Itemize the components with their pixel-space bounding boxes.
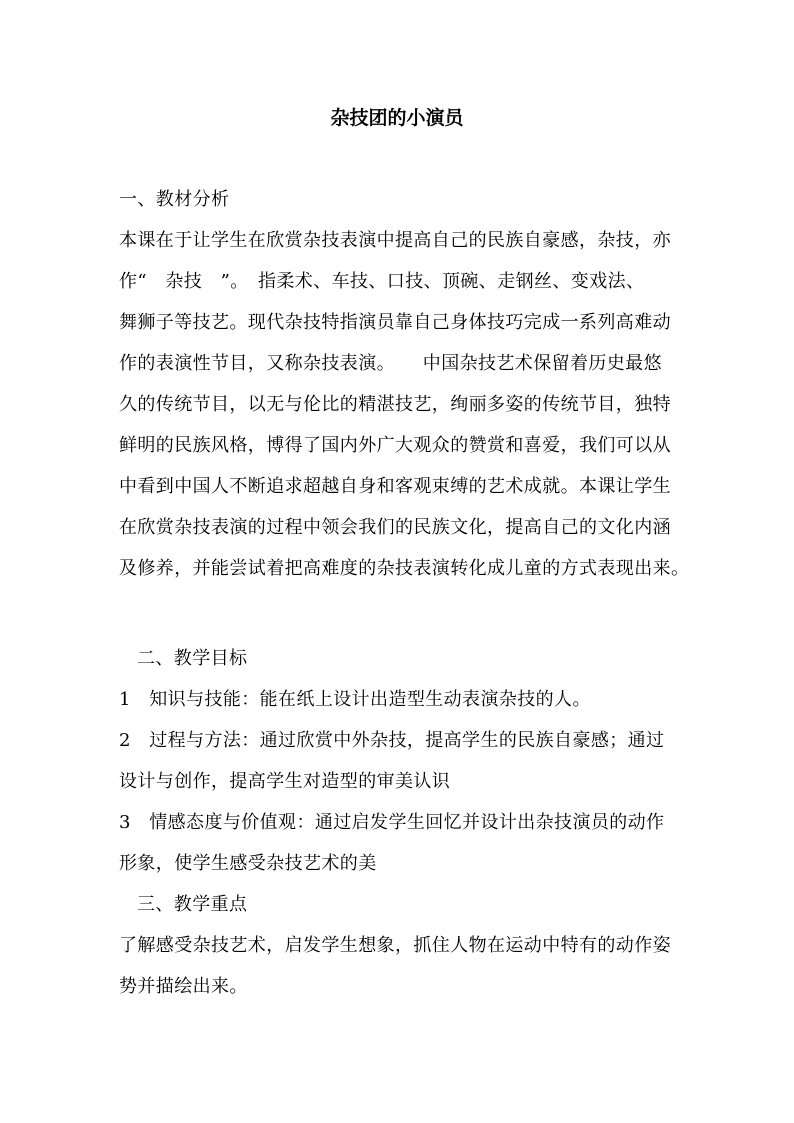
paragraph-line: 舞狮子等技艺。现代杂技特指演员靠自己身体技巧完成一系列高难动 <box>119 312 671 333</box>
document-title: 杂技团的小演员 <box>330 107 464 129</box>
section-heading-objectives: 二、教学目标 <box>137 648 248 669</box>
paragraph-line: 作的表演性节目，又称杂技表演。 中国杂技艺术保留着历史最悠 <box>119 353 662 374</box>
section-heading-key-points: 三、教学重点 <box>137 894 248 915</box>
paragraph-line: 中看到中国人不断追求超越自身和客观束缚的艺术成就。本课让学生 <box>119 476 671 497</box>
paragraph-line: 在欣赏杂技表演的过程中领会我们的民族文化，提高自己的文化内涵 <box>119 517 671 538</box>
paragraph-line: 本课在于让学生在欣赏杂技表演中提高自己的民族自豪感，杂技，亦 <box>119 230 671 251</box>
paragraph-line: 作“ 杂技 ”。 指柔术、车技、口技、顶碗、走钢丝、变戏法、 <box>119 271 645 292</box>
objective-line: 形象，使学生感受杂技艺术的美 <box>119 853 377 874</box>
paragraph-line: 及修养，并能尝试着把高难度的杂技表演转化成儿童的方式表现出来。 <box>119 558 690 579</box>
objective-line: 设计与创作，提高学生对造型的审美认识 <box>119 771 451 792</box>
paragraph-line: 鲜明的民族风格，博得了国内外广大观众的赞赏和喜爱，我们可以从 <box>119 435 671 456</box>
section-heading-analysis: 一、教材分析 <box>119 189 230 210</box>
key-point-line: 了解感受杂技艺术，启发学生想象，抓住人物在运动中特有的动作姿 <box>119 935 671 956</box>
key-point-line: 势并描绘出来。 <box>119 976 248 997</box>
objective-line: 3 情感态度与价值观：通过启发学生回忆并设计出杂技演员的动作 <box>119 812 665 833</box>
objective-line: 2 过程与方法：通过欣赏中外杂技，提高学生的民族自豪感；通过 <box>119 730 665 751</box>
paragraph-line: 久的传统节目，以无与伦比的精湛技艺，绚丽多姿的传统节目，独特 <box>119 394 671 415</box>
objective-line: 1 知识与技能：能在纸上设计出造型生动表演杂技的人。 <box>119 689 591 710</box>
